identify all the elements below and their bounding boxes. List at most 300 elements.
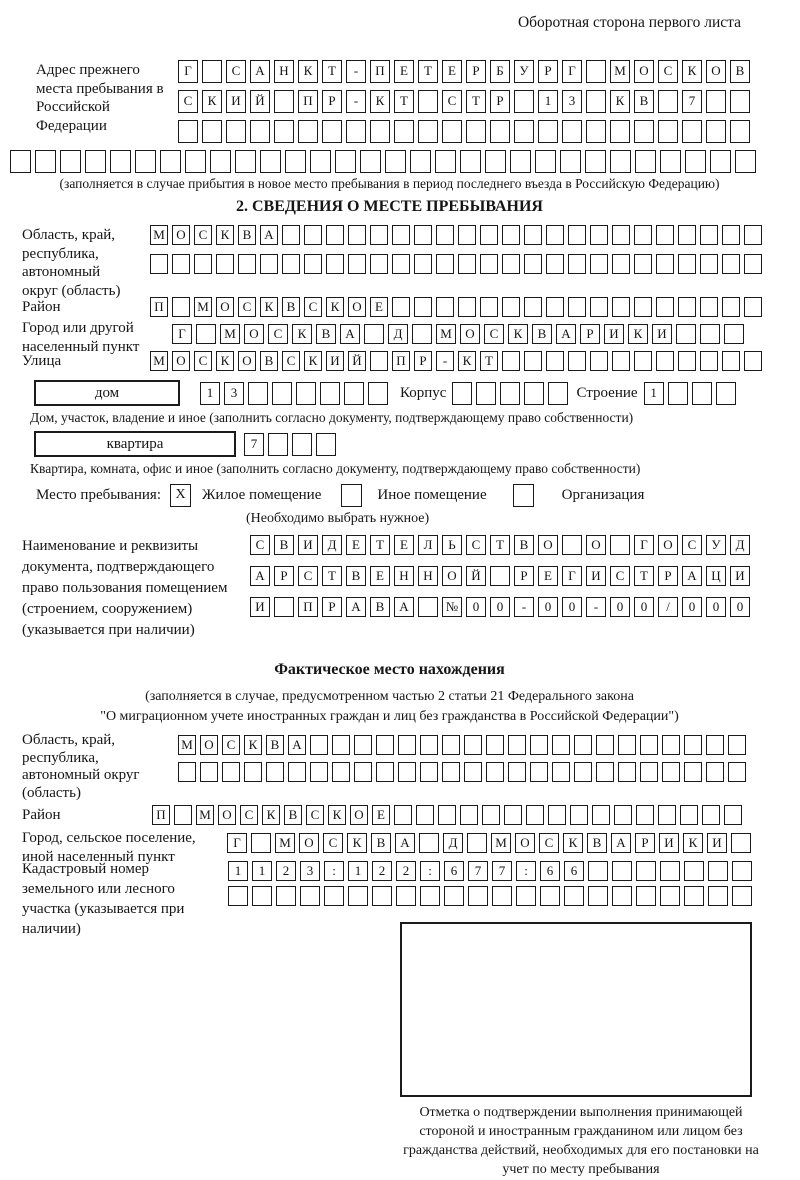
char-box[interactable] xyxy=(692,382,712,405)
char-box[interactable]: 3 xyxy=(300,861,320,881)
char-box[interactable] xyxy=(502,254,520,274)
char-box[interactable]: О xyxy=(244,324,264,344)
char-box[interactable]: : xyxy=(516,861,536,881)
char-box[interactable] xyxy=(612,254,630,274)
char-box[interactable] xyxy=(546,297,564,317)
char-box[interactable] xyxy=(376,762,394,782)
char-box[interactable] xyxy=(535,150,556,173)
char-box[interactable]: 2 xyxy=(372,861,392,881)
char-box[interactable]: Г xyxy=(172,324,192,344)
char-box[interactable] xyxy=(524,382,544,405)
char-box[interactable]: 0 xyxy=(562,597,582,617)
char-box[interactable]: Е xyxy=(394,535,414,555)
char-box[interactable] xyxy=(612,351,630,371)
char-box[interactable] xyxy=(282,254,300,274)
char-box[interactable] xyxy=(250,120,270,143)
char-box[interactable] xyxy=(210,150,231,173)
char-box[interactable] xyxy=(706,762,724,782)
char-box[interactable]: К xyxy=(298,60,318,83)
char-box[interactable] xyxy=(504,805,522,825)
char-box[interactable]: А xyxy=(682,566,702,586)
char-box[interactable]: О xyxy=(200,735,218,755)
char-box[interactable]: К xyxy=(508,324,528,344)
char-box[interactable]: И xyxy=(707,833,727,853)
char-box[interactable] xyxy=(354,735,372,755)
char-box[interactable] xyxy=(502,351,520,371)
char-box[interactable] xyxy=(442,762,460,782)
char-box[interactable] xyxy=(568,254,586,274)
char-box[interactable]: Г xyxy=(178,60,198,83)
char-box[interactable] xyxy=(570,805,588,825)
char-box[interactable] xyxy=(482,805,500,825)
char-box[interactable]: В xyxy=(370,597,390,617)
char-box[interactable]: 0 xyxy=(634,597,654,617)
char-box[interactable] xyxy=(744,297,762,317)
char-box[interactable]: М xyxy=(194,297,212,317)
char-box[interactable] xyxy=(244,762,262,782)
char-box[interactable] xyxy=(682,120,702,143)
char-box[interactable] xyxy=(658,805,676,825)
char-box[interactable]: С xyxy=(282,351,300,371)
char-box[interactable] xyxy=(320,382,340,405)
char-box[interactable]: К xyxy=(304,351,322,371)
char-box[interactable] xyxy=(490,120,510,143)
char-box[interactable] xyxy=(396,886,416,906)
char-box[interactable] xyxy=(662,735,680,755)
char-box[interactable]: 1 xyxy=(228,861,248,881)
char-box[interactable] xyxy=(364,324,384,344)
char-box[interactable]: К xyxy=(458,351,476,371)
char-box[interactable]: Р xyxy=(322,597,342,617)
char-box[interactable] xyxy=(636,886,656,906)
char-box[interactable]: В xyxy=(514,535,534,555)
char-box[interactable] xyxy=(684,762,702,782)
char-box[interactable]: О xyxy=(442,566,462,586)
stay-type-checkbox-other[interactable] xyxy=(341,484,362,507)
char-box[interactable]: И xyxy=(659,833,679,853)
char-box[interactable]: К xyxy=(682,60,702,83)
char-box[interactable] xyxy=(460,805,478,825)
char-box[interactable] xyxy=(676,324,696,344)
char-box[interactable]: 7 xyxy=(468,861,488,881)
char-box[interactable]: Й xyxy=(466,566,486,586)
char-box[interactable]: С xyxy=(238,297,256,317)
char-box[interactable] xyxy=(731,833,751,853)
char-box[interactable]: А xyxy=(340,324,360,344)
char-box[interactable]: М xyxy=(491,833,511,853)
char-box[interactable]: Н xyxy=(394,566,414,586)
char-box[interactable] xyxy=(385,150,406,173)
char-box[interactable]: С xyxy=(194,225,212,245)
char-box[interactable] xyxy=(272,382,292,405)
char-box[interactable] xyxy=(526,805,544,825)
char-box[interactable]: 7 xyxy=(682,90,702,113)
char-box[interactable]: С xyxy=(306,805,324,825)
char-box[interactable]: О xyxy=(538,535,558,555)
char-box[interactable] xyxy=(524,225,542,245)
char-box[interactable] xyxy=(596,735,614,755)
char-box[interactable] xyxy=(516,886,536,906)
char-box[interactable]: М xyxy=(220,324,240,344)
char-box[interactable]: В xyxy=(532,324,552,344)
char-box[interactable] xyxy=(480,297,498,317)
char-box[interactable] xyxy=(464,735,482,755)
char-box[interactable] xyxy=(524,254,542,274)
char-box[interactable] xyxy=(316,433,336,456)
char-box[interactable]: К xyxy=(563,833,583,853)
char-box[interactable] xyxy=(656,297,674,317)
char-box[interactable]: 6 xyxy=(444,861,464,881)
char-box[interactable]: Е xyxy=(442,60,462,83)
char-box[interactable]: Т xyxy=(466,90,486,113)
char-box[interactable] xyxy=(524,351,542,371)
char-box[interactable] xyxy=(438,805,456,825)
char-box[interactable] xyxy=(658,120,678,143)
char-box[interactable] xyxy=(724,324,744,344)
char-box[interactable]: В xyxy=(238,225,256,245)
char-box[interactable]: Г xyxy=(227,833,247,853)
char-box[interactable] xyxy=(419,833,439,853)
char-box[interactable] xyxy=(274,597,294,617)
char-box[interactable]: М xyxy=(610,60,630,83)
char-box[interactable]: К xyxy=(260,297,278,317)
char-box[interactable] xyxy=(160,150,181,173)
char-box[interactable]: К xyxy=(628,324,648,344)
char-box[interactable]: - xyxy=(514,597,534,617)
char-box[interactable]: : xyxy=(420,861,440,881)
char-box[interactable] xyxy=(678,225,696,245)
char-box[interactable] xyxy=(332,762,350,782)
char-box[interactable] xyxy=(722,254,740,274)
char-box[interactable]: А xyxy=(346,597,366,617)
char-box[interactable] xyxy=(486,735,504,755)
char-box[interactable] xyxy=(618,762,636,782)
char-box[interactable] xyxy=(610,120,630,143)
char-box[interactable] xyxy=(706,90,726,113)
char-box[interactable] xyxy=(678,297,696,317)
char-box[interactable] xyxy=(640,735,658,755)
char-box[interactable]: Т xyxy=(322,60,342,83)
char-box[interactable]: В xyxy=(316,324,336,344)
char-box[interactable]: 7 xyxy=(492,861,512,881)
char-box[interactable] xyxy=(418,90,438,113)
char-box[interactable]: В xyxy=(274,535,294,555)
char-box[interactable] xyxy=(540,886,560,906)
char-box[interactable] xyxy=(326,254,344,274)
char-box[interactable] xyxy=(110,150,131,173)
char-box[interactable] xyxy=(612,886,632,906)
char-box[interactable] xyxy=(700,351,718,371)
char-box[interactable] xyxy=(588,861,608,881)
char-box[interactable]: - xyxy=(346,60,366,83)
char-box[interactable]: Е xyxy=(394,60,414,83)
char-box[interactable]: 0 xyxy=(610,597,630,617)
char-box[interactable] xyxy=(634,254,652,274)
char-box[interactable]: 1 xyxy=(200,382,220,405)
char-box[interactable] xyxy=(728,735,746,755)
char-box[interactable] xyxy=(135,150,156,173)
char-box[interactable] xyxy=(185,150,206,173)
char-box[interactable] xyxy=(348,254,366,274)
char-box[interactable]: А xyxy=(395,833,415,853)
char-box[interactable]: М xyxy=(275,833,295,853)
char-box[interactable]: И xyxy=(652,324,672,344)
char-box[interactable]: - xyxy=(586,597,606,617)
char-box[interactable] xyxy=(360,150,381,173)
char-box[interactable]: С xyxy=(178,90,198,113)
char-box[interactable] xyxy=(322,120,342,143)
char-box[interactable]: Д xyxy=(388,324,408,344)
char-box[interactable]: О xyxy=(172,351,190,371)
char-box[interactable] xyxy=(588,886,608,906)
char-box[interactable]: М xyxy=(150,225,168,245)
char-box[interactable]: / xyxy=(658,597,678,617)
char-box[interactable] xyxy=(590,297,608,317)
char-box[interactable]: Т xyxy=(370,535,390,555)
char-box[interactable] xyxy=(500,382,520,405)
char-box[interactable] xyxy=(700,254,718,274)
char-box[interactable] xyxy=(700,324,720,344)
char-box[interactable] xyxy=(546,225,564,245)
char-box[interactable] xyxy=(668,382,688,405)
char-box[interactable] xyxy=(172,297,190,317)
char-box[interactable] xyxy=(235,150,256,173)
char-box[interactable] xyxy=(732,861,752,881)
char-box[interactable]: А xyxy=(260,225,278,245)
char-box[interactable]: В xyxy=(266,735,284,755)
char-box[interactable] xyxy=(612,861,632,881)
char-box[interactable]: 2 xyxy=(276,861,296,881)
char-box[interactable] xyxy=(444,886,464,906)
char-box[interactable]: В xyxy=(587,833,607,853)
char-box[interactable] xyxy=(586,60,606,83)
char-box[interactable]: 1 xyxy=(252,861,272,881)
char-box[interactable] xyxy=(634,120,654,143)
char-box[interactable] xyxy=(467,833,487,853)
char-box[interactable] xyxy=(392,254,410,274)
char-box[interactable]: Н xyxy=(418,566,438,586)
char-box[interactable] xyxy=(744,351,762,371)
char-box[interactable] xyxy=(348,225,366,245)
char-box[interactable]: В xyxy=(284,805,302,825)
char-box[interactable]: У xyxy=(706,535,726,555)
char-box[interactable] xyxy=(684,861,704,881)
char-box[interactable] xyxy=(590,225,608,245)
char-box[interactable]: О xyxy=(460,324,480,344)
char-box[interactable] xyxy=(346,120,366,143)
char-box[interactable] xyxy=(436,297,454,317)
char-box[interactable]: К xyxy=(244,735,262,755)
char-box[interactable]: О xyxy=(586,535,606,555)
char-box[interactable] xyxy=(370,254,388,274)
char-box[interactable]: И xyxy=(226,90,246,113)
char-box[interactable]: И xyxy=(586,566,606,586)
char-box[interactable] xyxy=(310,150,331,173)
char-box[interactable] xyxy=(634,297,652,317)
char-box[interactable] xyxy=(344,382,364,405)
char-box[interactable] xyxy=(458,254,476,274)
char-box[interactable] xyxy=(656,351,674,371)
char-box[interactable] xyxy=(370,120,390,143)
char-box[interactable]: С xyxy=(682,535,702,555)
char-box[interactable] xyxy=(476,382,496,405)
char-box[interactable] xyxy=(414,225,432,245)
char-box[interactable]: О xyxy=(706,60,726,83)
char-box[interactable]: П xyxy=(150,297,168,317)
char-box[interactable]: А xyxy=(288,735,306,755)
char-box[interactable] xyxy=(486,762,504,782)
char-box[interactable] xyxy=(552,762,570,782)
char-box[interactable]: О xyxy=(350,805,368,825)
char-box[interactable] xyxy=(656,225,674,245)
char-box[interactable] xyxy=(304,225,322,245)
char-box[interactable] xyxy=(636,805,654,825)
char-box[interactable] xyxy=(418,597,438,617)
char-box[interactable] xyxy=(610,150,631,173)
char-box[interactable]: В xyxy=(346,566,366,586)
char-box[interactable]: П xyxy=(370,60,390,83)
char-box[interactable] xyxy=(722,351,740,371)
char-box[interactable] xyxy=(202,60,222,83)
char-box[interactable] xyxy=(710,150,731,173)
char-box[interactable] xyxy=(194,254,212,274)
char-box[interactable] xyxy=(744,225,762,245)
char-box[interactable]: Р xyxy=(414,351,432,371)
char-box[interactable]: И xyxy=(250,597,270,617)
char-box[interactable] xyxy=(568,351,586,371)
char-box[interactable] xyxy=(276,886,296,906)
char-box[interactable]: 0 xyxy=(682,597,702,617)
char-box[interactable]: Е xyxy=(370,566,390,586)
char-box[interactable] xyxy=(708,861,728,881)
char-box[interactable] xyxy=(410,150,431,173)
char-box[interactable] xyxy=(722,297,740,317)
char-box[interactable] xyxy=(502,297,520,317)
char-box[interactable] xyxy=(730,120,750,143)
char-box[interactable] xyxy=(568,225,586,245)
char-box[interactable]: К xyxy=(216,225,234,245)
char-box[interactable]: Е xyxy=(346,535,366,555)
char-box[interactable] xyxy=(368,382,388,405)
char-box[interactable] xyxy=(300,886,320,906)
char-box[interactable] xyxy=(510,150,531,173)
char-box[interactable] xyxy=(564,886,584,906)
char-box[interactable] xyxy=(728,762,746,782)
char-box[interactable]: П xyxy=(298,90,318,113)
char-box[interactable] xyxy=(298,120,318,143)
char-box[interactable] xyxy=(260,254,278,274)
char-box[interactable] xyxy=(562,120,582,143)
char-box[interactable]: 1 xyxy=(538,90,558,113)
char-box[interactable] xyxy=(590,351,608,371)
char-box[interactable] xyxy=(200,762,218,782)
char-box[interactable] xyxy=(586,120,606,143)
char-box[interactable] xyxy=(418,120,438,143)
char-box[interactable] xyxy=(700,297,718,317)
char-box[interactable]: А xyxy=(250,566,270,586)
char-box[interactable] xyxy=(292,433,312,456)
char-box[interactable] xyxy=(420,886,440,906)
char-box[interactable] xyxy=(442,120,462,143)
char-box[interactable]: Р xyxy=(490,90,510,113)
char-box[interactable]: К xyxy=(292,324,312,344)
char-box[interactable]: Д xyxy=(443,833,463,853)
char-box[interactable] xyxy=(370,351,388,371)
char-box[interactable]: С xyxy=(222,735,240,755)
char-box[interactable] xyxy=(266,762,284,782)
char-box[interactable] xyxy=(492,886,512,906)
char-box[interactable]: С xyxy=(304,297,322,317)
char-box[interactable] xyxy=(216,254,234,274)
char-box[interactable] xyxy=(656,254,674,274)
char-box[interactable] xyxy=(552,735,570,755)
char-box[interactable] xyxy=(354,762,372,782)
char-box[interactable]: Л xyxy=(418,535,438,555)
char-box[interactable]: В xyxy=(260,351,278,371)
char-box[interactable] xyxy=(618,735,636,755)
char-box[interactable]: К xyxy=(202,90,222,113)
char-box[interactable]: В xyxy=(282,297,300,317)
stay-type-checkbox-organization[interactable] xyxy=(513,484,534,507)
char-box[interactable] xyxy=(85,150,106,173)
char-box[interactable] xyxy=(252,886,272,906)
char-box[interactable]: К xyxy=(326,297,344,317)
stay-type-checkbox-residential[interactable]: X xyxy=(170,484,191,507)
char-box[interactable]: 0 xyxy=(706,597,726,617)
char-box[interactable] xyxy=(658,90,678,113)
char-box[interactable]: Е xyxy=(372,805,390,825)
char-box[interactable] xyxy=(706,120,726,143)
char-box[interactable] xyxy=(260,150,281,173)
char-box[interactable] xyxy=(228,886,248,906)
char-box[interactable] xyxy=(700,225,718,245)
char-box[interactable]: Д xyxy=(322,535,342,555)
char-box[interactable]: : xyxy=(324,861,344,881)
char-box[interactable] xyxy=(420,762,438,782)
char-box[interactable]: О xyxy=(172,225,190,245)
char-box[interactable]: С xyxy=(466,535,486,555)
char-box[interactable] xyxy=(678,351,696,371)
char-box[interactable]: К xyxy=(370,90,390,113)
char-box[interactable]: К xyxy=(610,90,630,113)
char-box[interactable] xyxy=(414,297,432,317)
char-box[interactable] xyxy=(568,297,586,317)
char-box[interactable]: О xyxy=(218,805,236,825)
char-box[interactable] xyxy=(596,762,614,782)
char-box[interactable]: Е xyxy=(538,566,558,586)
char-box[interactable] xyxy=(466,120,486,143)
char-box[interactable] xyxy=(288,762,306,782)
char-box[interactable]: Р xyxy=(635,833,655,853)
char-box[interactable]: 6 xyxy=(564,861,584,881)
char-box[interactable]: А xyxy=(611,833,631,853)
char-box[interactable]: У xyxy=(514,60,534,83)
char-box[interactable] xyxy=(248,382,268,405)
char-box[interactable] xyxy=(480,254,498,274)
char-box[interactable]: С xyxy=(268,324,288,344)
char-box[interactable]: О xyxy=(658,535,678,555)
char-box[interactable]: 0 xyxy=(490,597,510,617)
char-box[interactable]: Р xyxy=(466,60,486,83)
char-box[interactable] xyxy=(586,90,606,113)
char-box[interactable] xyxy=(685,150,706,173)
char-box[interactable]: 0 xyxy=(466,597,486,617)
char-box[interactable] xyxy=(326,225,344,245)
char-box[interactable]: М xyxy=(436,324,456,344)
char-box[interactable]: С xyxy=(194,351,212,371)
char-box[interactable] xyxy=(706,735,724,755)
char-box[interactable]: Й xyxy=(250,90,270,113)
